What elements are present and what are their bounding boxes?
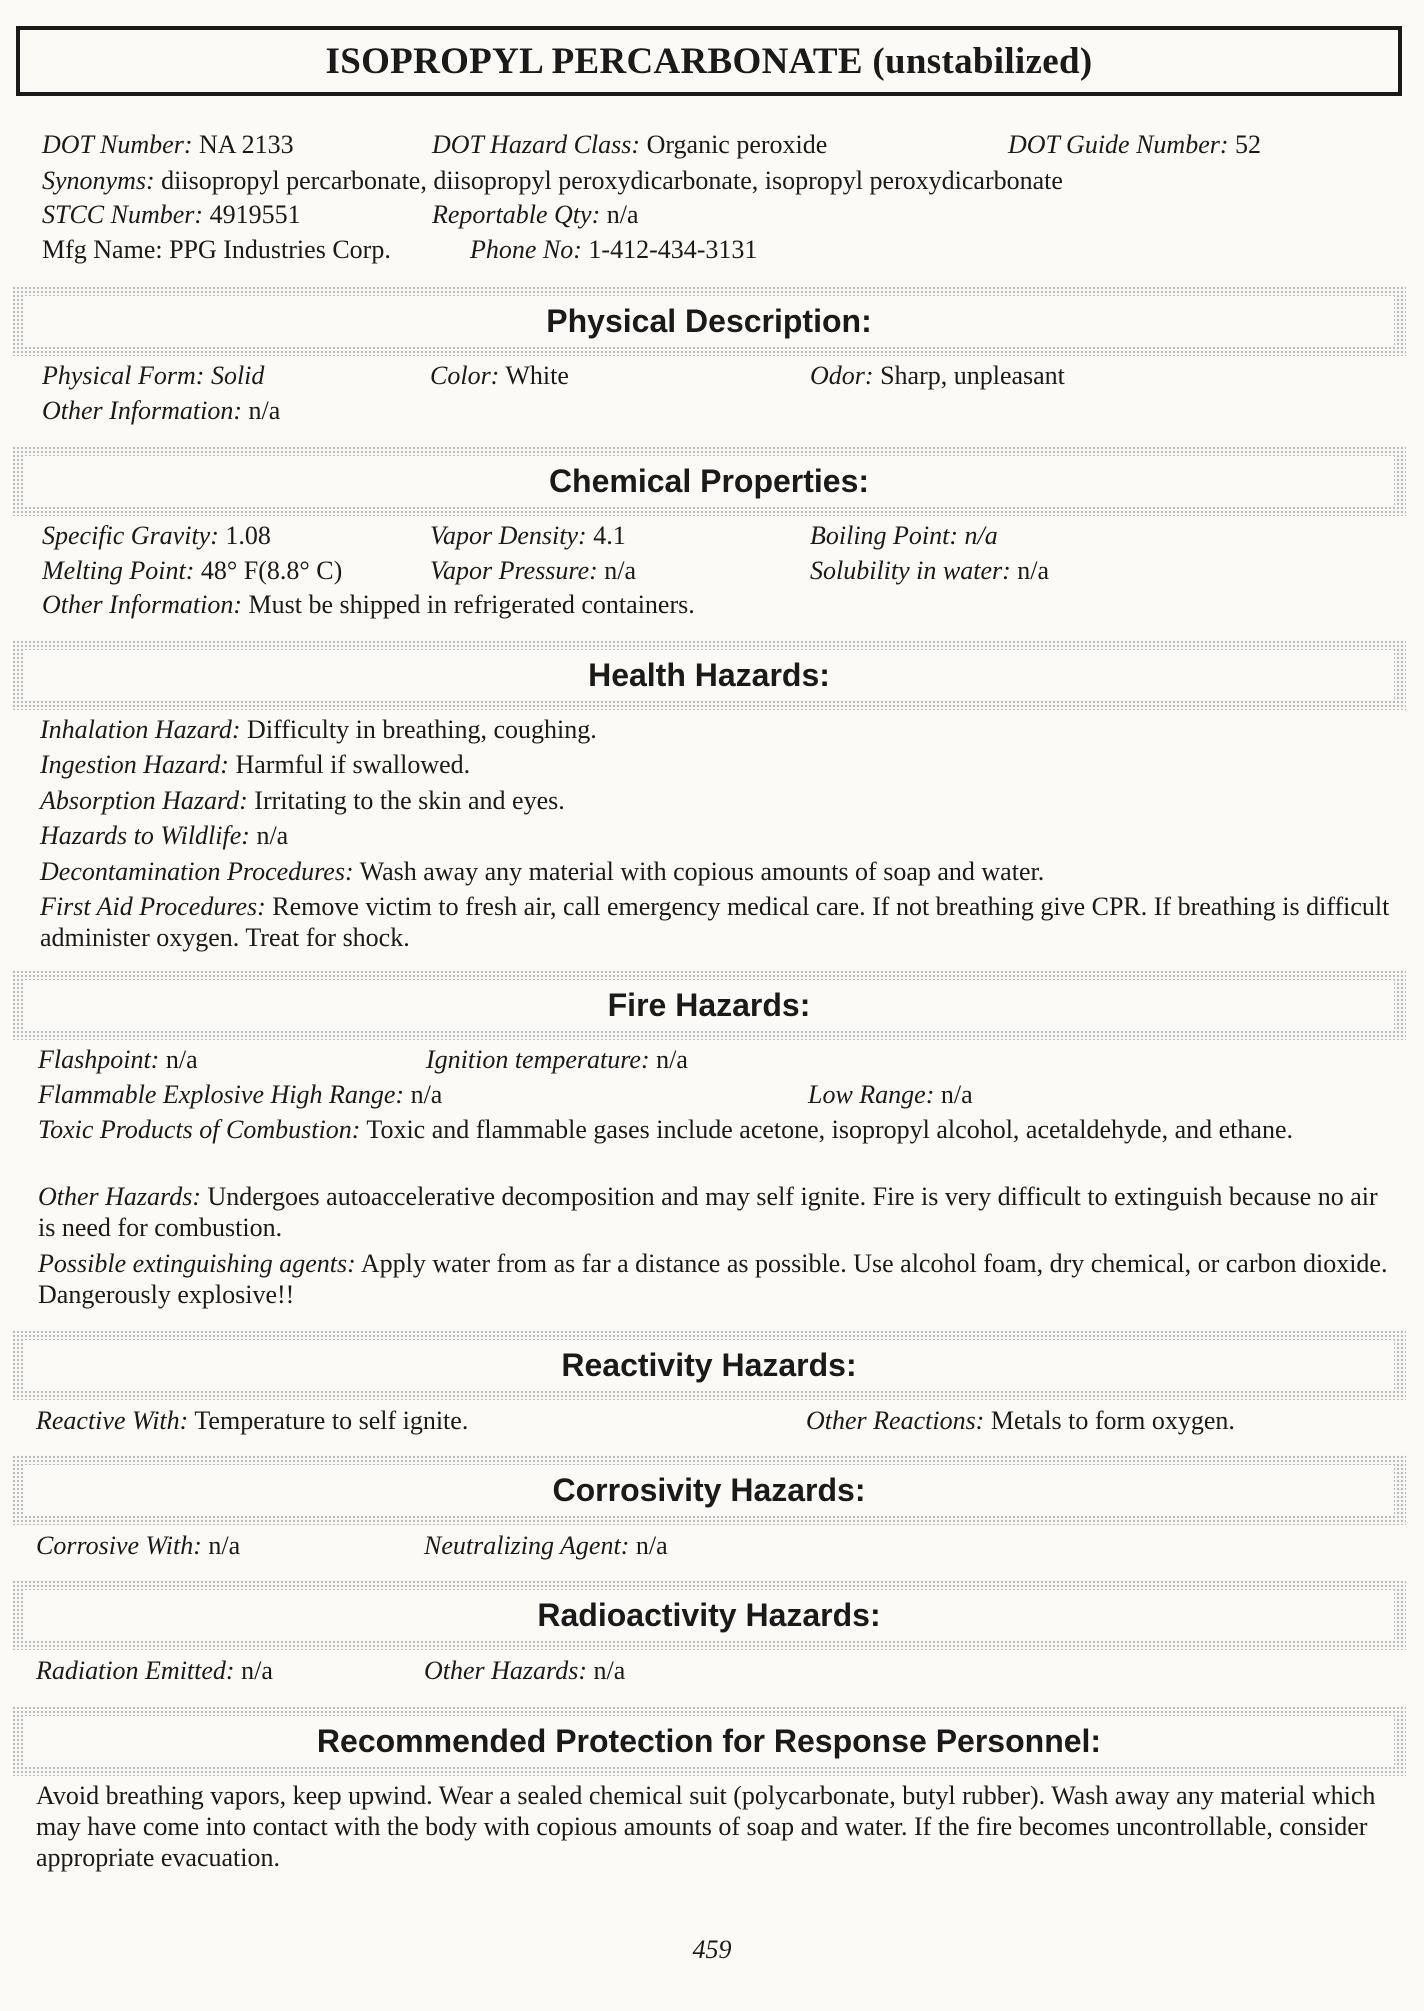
field-label: Reactive With:	[36, 1406, 189, 1435]
flashpoint	[38, 1044, 198, 1076]
section-heading: Physical Description:	[24, 296, 1394, 346]
melting-point	[42, 555, 342, 587]
section-header-reactivity	[12, 1330, 1406, 1400]
title-text: ISOPROPYL PERCARBONATE (unstabilized)	[325, 40, 1093, 82]
field-label: Possible extinguishing agents:	[38, 1249, 356, 1278]
section-header-health	[12, 640, 1406, 710]
field-label: First Aid Procedures:	[40, 892, 266, 921]
field-value: Irritating to the skin and eyes.	[247, 786, 565, 815]
page-number: 459	[692, 1935, 732, 1964]
physical-form	[42, 360, 264, 392]
section-header-protection	[12, 1706, 1406, 1776]
section-heading: Health Hazards:	[24, 650, 1394, 700]
field-label: Odor:	[810, 361, 874, 390]
field-label: Neutralizing Agent:	[424, 1531, 630, 1560]
protection-text: Avoid breathing vapors, keep upwind. Wear a sealed chemical suit (polycarbonate, butyl rubber). Wash away any material which may have come into contact with the body with copious amounts of soap and water. If the fire becomes uncontrollable, consider appropriate evacuation.	[36, 1781, 1376, 1872]
mfg-name: Mfg Name: PPG Industries Corp.	[42, 235, 391, 264]
field-label: Melting Point:	[42, 556, 195, 585]
field-label: Ignition temperature:	[426, 1045, 650, 1074]
field-value: White	[499, 361, 569, 390]
absorption-hazard	[40, 785, 565, 817]
field-label: Ingestion Hazard:	[40, 750, 229, 779]
field-value: n/a	[201, 1531, 241, 1560]
field-label: Other Information:	[42, 590, 243, 619]
field-value: n/a	[404, 1080, 443, 1109]
field-value: Temperature to self ignite.	[188, 1406, 469, 1435]
dot-hazard-class	[432, 129, 827, 161]
field-value: 1.08	[218, 521, 271, 550]
field-label: Boiling Point: n/a	[810, 521, 998, 550]
field-label: Other Information:	[42, 396, 243, 425]
field-value: Organic peroxide	[640, 130, 828, 159]
field-value: 4919551	[203, 200, 301, 229]
chemical-other-info	[42, 589, 695, 621]
color	[430, 360, 569, 392]
field-label: Other Hazards:	[38, 1182, 201, 1211]
field-label: Vapor Pressure:	[430, 556, 598, 585]
physical-other-info	[42, 395, 280, 427]
solubility	[810, 555, 1049, 587]
field-value: n/a	[649, 1045, 688, 1074]
field-label: Other Hazards:	[424, 1656, 587, 1685]
section-heading: Corrosivity Hazards:	[24, 1465, 1394, 1515]
field-value: 52	[1228, 130, 1262, 159]
field-label: Corrosive With:	[36, 1531, 202, 1560]
field-label: Physical Form: Solid	[42, 361, 265, 390]
field-label: Hazards to Wildlife:	[40, 821, 250, 850]
field-value: Undergoes autoaccelerative decomposition and may self ignite. Fire is very difficult to extinguish because no air is need for combustion.	[38, 1182, 1378, 1242]
low-range	[808, 1079, 973, 1111]
inhalation-hazard	[40, 714, 597, 746]
field-label: Toxic Products of Combustion:	[38, 1115, 361, 1144]
field-value: n/a	[600, 200, 639, 229]
field-label: DOT Number:	[42, 130, 193, 159]
field-label: DOT Guide Number:	[1008, 130, 1229, 159]
stcc-number	[42, 199, 301, 231]
section-heading: Reactivity Hazards:	[24, 1340, 1394, 1390]
field-value: 1-412-434-3131	[581, 235, 758, 264]
field-label: Decontamination Procedures:	[40, 857, 354, 886]
field-value: Harmful if swallowed.	[228, 750, 471, 779]
field-value: n/a	[249, 821, 289, 850]
field-value: n/a	[586, 1656, 626, 1685]
field-label: Synonyms:	[42, 166, 155, 195]
field-label: Vapor Density:	[430, 521, 587, 550]
ignition-temperature	[426, 1044, 688, 1076]
page-title	[16, 26, 1402, 96]
field-label: Specific Gravity:	[42, 521, 219, 550]
section-header-fire	[12, 970, 1406, 1040]
field-value: n/a	[242, 396, 281, 425]
field-label: Low Range:	[808, 1080, 935, 1109]
dot-guide-number	[1008, 129, 1261, 161]
decontamination	[40, 856, 1044, 888]
field-value: Must be shipped in refrigerated containers.	[242, 590, 695, 619]
field-value: Metals to form oxygen.	[984, 1406, 1235, 1435]
field-label: Solubility in water:	[810, 556, 1011, 585]
field-value: n/a	[159, 1045, 198, 1074]
reactive-with	[36, 1405, 468, 1437]
section-heading: Recommended Protection for Response Personnel:	[24, 1716, 1394, 1766]
reportable-qty	[432, 199, 639, 231]
field-label: Radiation Emitted:	[36, 1656, 235, 1685]
field-value: Difficulty in breathing, coughing.	[240, 715, 597, 744]
specific-gravity	[42, 520, 271, 552]
section-header-chemical	[12, 446, 1406, 516]
ingestion-hazard	[40, 749, 470, 781]
field-label: STCC Number:	[42, 200, 204, 229]
boiling-point	[810, 520, 998, 552]
vapor-density	[430, 520, 626, 552]
field-value: 48° F(8.8° C)	[194, 556, 343, 585]
synonyms	[42, 165, 1063, 197]
field-label: Flashpoint:	[38, 1045, 160, 1074]
toxic-products	[38, 1114, 1398, 1145]
section-heading: Fire Hazards:	[24, 980, 1394, 1030]
field-value: Wash away any material with copious amounts of soap and water.	[353, 857, 1045, 886]
section-header-physical	[12, 286, 1406, 356]
field-value: n/a	[1010, 556, 1050, 585]
neutralizing-agent	[424, 1530, 668, 1562]
wildlife-hazard	[40, 820, 288, 852]
field-value: n/a	[597, 556, 637, 585]
field-value: n/a	[934, 1080, 973, 1109]
radiation-emitted	[36, 1655, 273, 1687]
field-label: Absorption Hazard:	[40, 786, 248, 815]
field-label: Other Reactions:	[806, 1406, 985, 1435]
section-heading: Radioactivity Hazards:	[24, 1590, 1394, 1640]
corrosive-with	[36, 1530, 240, 1562]
odor	[810, 360, 1065, 392]
other-reactions	[806, 1405, 1235, 1437]
field-value: n/a	[234, 1656, 273, 1685]
section-header-radioactivity	[12, 1580, 1406, 1650]
field-value: Remove victim to fresh air, call emergency medical care. If not breathing give CPR. If breathing is difficult administer oxygen. Treat for shock.	[40, 892, 1390, 952]
field-value: n/a	[629, 1531, 668, 1560]
field-label: Inhalation Hazard:	[40, 715, 241, 744]
field-label: Reportable Qty:	[432, 200, 601, 229]
field-value: NA 2133	[192, 130, 294, 159]
section-header-corrosivity	[12, 1455, 1406, 1525]
high-range	[38, 1079, 442, 1111]
field-label: DOT Hazard Class:	[432, 130, 641, 159]
section-heading: Chemical Properties:	[24, 456, 1394, 506]
dot-number	[42, 129, 294, 161]
field-label: Flammable Explosive High Range:	[38, 1080, 405, 1109]
field-value: Toxic and flammable gases include acetone, isopropyl alcohol, acetaldehyde, and ethane.	[360, 1115, 1293, 1144]
vapor-pressure	[430, 555, 636, 587]
field-label: Color:	[430, 361, 500, 390]
field-label: Phone No:	[470, 235, 582, 264]
field-value: 4.1	[586, 521, 626, 550]
phone-number	[470, 234, 757, 266]
radioactivity-other-hazards	[424, 1655, 625, 1687]
other-fire-hazards	[38, 1181, 1398, 1243]
field-value: Sharp, unpleasant	[873, 361, 1065, 390]
first-aid	[40, 891, 1400, 953]
field-value: diisopropyl percarbonate, diisopropyl peroxydicarbonate, isopropyl peroxydicarbonate	[154, 166, 1063, 195]
extinguishing-agents	[38, 1248, 1398, 1310]
field-value: Apply water from as far a distance as possible. Use alcohol foam, dry chemical, or carbon dioxide. Dangerously explosive!!	[38, 1249, 1388, 1309]
